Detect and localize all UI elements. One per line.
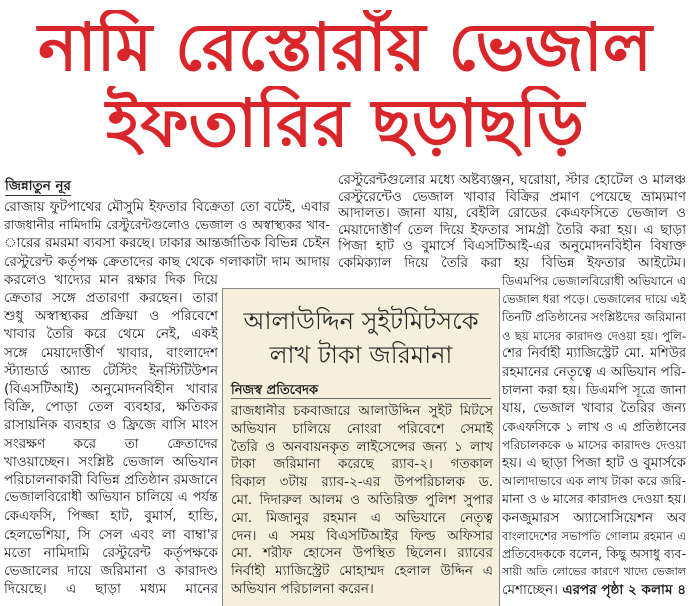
- text-line: কেএফসি, পিজ্জা হাট, বুমার্স, হান্ডি,: [4, 508, 218, 525]
- text-line: সংরক্ষণ করে তা ক্রেতাদের: [4, 435, 218, 452]
- text-line: বিক্রি, পোড়া তেল ব্যবহার, ক্ষতিকর: [4, 399, 218, 416]
- text-line: করলেও খাদ্যের মান রক্ষার দিক দিয়ে: [4, 271, 218, 288]
- text-line: শুধু অস্বাস্থ্যকর প্রক্রিয়া ও পরিবেশে: [4, 308, 218, 325]
- text-line: ারের রমরমা ব্যবসা করছে। ঢাকার আন্তর্জাতিক বিভিন্ন চেইন: [4, 235, 330, 252]
- article-byline: জিন্নাতুন নূর: [5, 178, 71, 194]
- text-line: আদালত। জানা যায়, বেইলি রোডের কেএফসিতে ভেজাল ও: [338, 205, 686, 221]
- text-line: যায়, ভেজাল খাবার তৈরির জন্য: [502, 400, 686, 417]
- text-line: চালনা করা হয়। ডিএমপি সূত্রে জানা: [502, 382, 686, 398]
- headline-line-2: ইফতারির ছড়াছড়ি: [106, 86, 584, 162]
- text-line: বাংলাদেশের সভাপতি গোলাম রহমান এ: [502, 528, 686, 543]
- article-column-2: [338, 172, 686, 271]
- text-line: তিনটি প্রতিষ্ঠানের সংশ্লিষ্টদের জরিমানা: [502, 310, 686, 325]
- text-line: মানা ও ৬ মাসের কারাদণ্ড দেওয়া হয়।: [502, 491, 686, 507]
- text-line: পরিচালককে ৬ মাসের কারাদণ্ড দেওয়া: [502, 437, 686, 452]
- text-line: অভিযান চালিয়ে নোংরা পরিবেশে সেমাই: [231, 420, 493, 437]
- text-line: নির্বাহী ম্যাজিস্ট্রেট মোহাম্মদ হেলাল উদ্দিন এ: [231, 563, 493, 580]
- sidebar-news-box: [222, 288, 500, 606]
- box-byline-rule: [231, 379, 491, 399]
- text-line: টাকা জরিমানা করেছে র‌্যাব-২। গতকাল: [231, 456, 493, 473]
- text-line: কেমিক্যাল দিয়ে তৈরি করা হয় বিভিন্ন ইফতার আইটেম।: [338, 254, 686, 271]
- text-line: ভেজালবিরোধী অভিযান চালিয়ে এ পর্যন্ত: [4, 490, 218, 506]
- box-byline: নিজস্ব প্রতিবেদক: [231, 383, 319, 398]
- text-line: দেন। এ সময় বিএসটিআইর ফিল্ড অফিসার: [231, 527, 493, 544]
- text-line: দিয়েছে। এ ছাড়া মধ্যম মানের: [4, 581, 218, 598]
- box-headline-line-1: আলাউদ্দিন সুইটমিটসকে: [243, 307, 479, 335]
- text-line: বিকাল ৩টায় র‌্যাব-২-এর উপপরিচালক ড.: [231, 474, 493, 491]
- box-headline-line-2: লাখ টাকা জরিমানা: [269, 341, 453, 369]
- text-line: কেএফসিকে ১ লাখ ও এ প্রতিষ্ঠানের: [502, 418, 686, 434]
- article-column-3: [502, 272, 686, 600]
- text-line: রেস্টুরেন্টগুলোর মধ্যে অষ্টব্যঞ্জন, ঘরোয়া, স্টার হোটেল ও মালঞ্চ: [338, 172, 686, 188]
- text-line: খাবার তৈরি করে থেমে নেই, একই: [4, 326, 218, 343]
- text-line: মো. দিদারুল আলম ও অতিরিক্ত পুলিশ সুপার: [231, 491, 493, 508]
- text-line: মো. মিজানুর রহমান এ অভিযানে নেতৃত্ব: [231, 509, 493, 526]
- headline-line-1: নামি রেস্তোরাঁয় ভেজাল: [38, 10, 652, 86]
- text-line: ক্রেতার সঙ্গে প্রতারণা করছেন। তারা: [4, 290, 218, 307]
- text-line: হেলভেশিয়া, সি সেল এবং লা বাম্বা'র: [4, 526, 218, 543]
- text-line: রেস্টুরেন্ট কর্তৃপক্ষ ক্রেতাদের কাছ থেকে গলাকাটা দাম আদায়: [4, 253, 330, 270]
- headline: [8, 10, 682, 162]
- text-line: ভেজালের দায়ে জরিমানা ও কারাদণ্ড: [4, 563, 218, 580]
- text-line: রহমানের নেতৃত্বে এ অভিযান পরি-: [502, 364, 686, 381]
- text-line: মেয়াদোত্তীর্ণ তেল দিয়ে ইফতার সামগ্রী তৈরি করা হয়। এ ছাড়া: [338, 221, 686, 238]
- text-line: হয়। এ ছাড়া পিজা হাট ও বুমার্সকে: [502, 455, 686, 472]
- text-line: ডিএমপির ভেজালবিরোধী অভিযানে এ: [502, 274, 686, 288]
- box-body: [231, 403, 493, 599]
- text-line: রাসায়নিক ব্যবহার ও ফ্রিজে বাসি মাংস: [4, 417, 218, 434]
- continuation-note: এরপর পৃষ্ঠা ২ কলাম ৪: [562, 582, 686, 599]
- text-line: ভেজাল ধরা পড়ে। ভেজালের দায়ে এই: [502, 292, 686, 307]
- closing-text: মেশাচ্ছেন।: [502, 582, 558, 599]
- text-line: সঙ্গে মেয়াদোত্তীর্ণ খাবার, বাংলাদেশ: [4, 344, 218, 361]
- text-line: শের নির্বাহী ম্যাজিস্ট্রেট মো. মশিউর: [502, 345, 686, 361]
- text-line: রেস্টুরেন্টেও ভেজাল খাবার বিক্রির প্রমাণ পেয়েছে ভ্রাম্যমাণ: [338, 188, 686, 205]
- text-line: খাওয়াচ্ছেন। সংশ্লিষ্ট ভেজাল অভিযান: [4, 453, 218, 470]
- text-line: (বিএসটিআই) অনুমোদনবিহীন খাবার: [4, 381, 218, 398]
- text-line: রাজধানীর চকবাজারে আলাউদ্দিন সুইট মিটসে: [231, 403, 493, 419]
- text-line: রোজায় ফুটপাথের মৌসুমি ইফতার বিক্রেতা তো বটেই, এবার: [4, 199, 330, 215]
- text-line: ও ছয় মাসের কারাদণ্ড দেওয়া হয়। পুলি-: [502, 328, 686, 343]
- text-line: স্ট্যান্ডার্ড অ্যান্ড টেস্টিং ইনস্টিটিউশন: [4, 362, 218, 379]
- text-line: আলাদাভাবে এক লাখ টাকা করে জরি-: [502, 474, 686, 489]
- text-line: পিজা হাট ও বুমার্সে বিএসটিআই-এর অনুমোদনবিহীন বিষাক্ত: [338, 238, 686, 254]
- text-line: মো. শরীফ হোসেন উপস্থিত ছিলেন। র‌্যাবের: [231, 545, 493, 562]
- text-line: তৈরি ও অনবায়নকৃত লাইসেন্সের জন্য ১ লাখ: [231, 438, 493, 455]
- text-line: পরিচালনাকারী বিভিন্ন প্রতিষ্ঠান রমজানে: [4, 472, 218, 489]
- text-line: কনজুমারস অ্যাসোসিয়েশন অব: [502, 509, 686, 526]
- text-line: সায়ী অতি লোভের কারণে খাদ্যে ভেজাল: [502, 565, 686, 579]
- text-line: রাজধানীর নামিদামি রেস্টুরেন্টগুলোও ভেজাল ও অস্বাস্থ্যকর খাব-: [4, 217, 330, 233]
- text-line: অভিযান পরিচালনা করেন।: [231, 580, 374, 597]
- continuation-line: [502, 581, 686, 599]
- text-line: প্রতিবেদককে বলেন, কিছু অসাধু ব্যব-: [502, 546, 686, 562]
- text-line: মতো নামিদামি রেস্টুরেন্ট কর্তৃপক্ষকে: [4, 544, 218, 561]
